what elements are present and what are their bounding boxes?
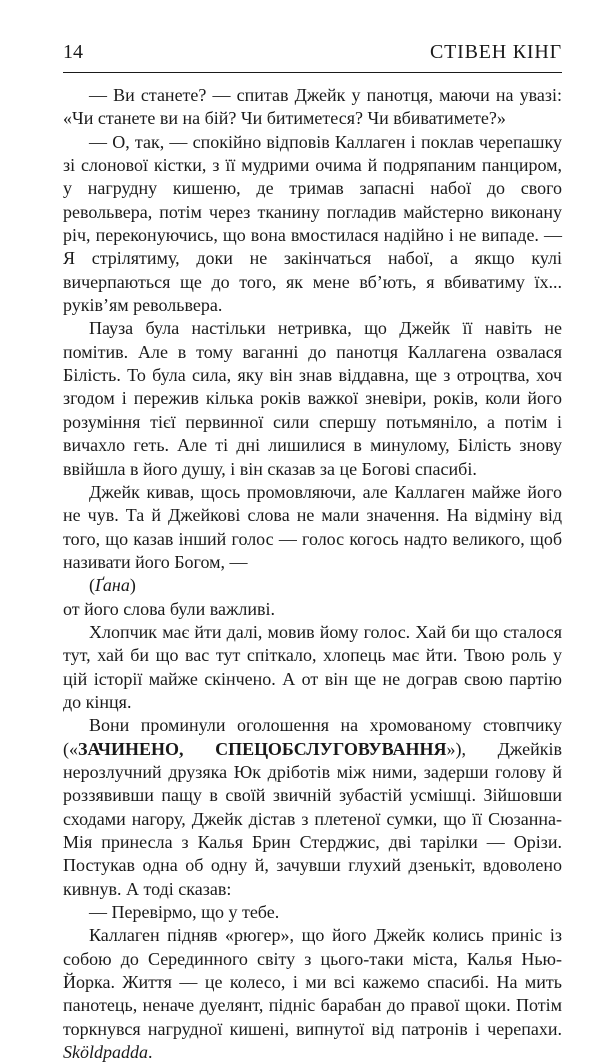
paragraph: [63, 714, 562, 901]
paragraph: [63, 901, 562, 924]
paragraph: [63, 924, 562, 1064]
paragraph-text: .: [148, 1042, 153, 1063]
paren-close: ): [129, 575, 136, 596]
paragraph-text: — О, так, — спокійно відповів Каллаген і поклав черепашку зі слонової кістки, з її мудрими очима й подряпаним панциром, у нагрудну кишеню, де тримав запасні набої до свого револьвера, потім через тканину погладив майстерно виконану річ, переконуючись, що вона вмостилася надійно і не випаде. — Я стрілятиму, доки не закінчаться набої, а якщо кулі вичерпаються ще до того, як мене вб’ють, я вбиватиму їх... руків’ям револьвера.: [63, 131, 562, 316]
paragraph-text: — Перевірмо, що у тебе.: [89, 902, 280, 923]
paragraph-text: Джейк кивав, щось промовляючи, але Каллаген майже його не чув. Та й Джейкові слова не мали значення. На відміну від того, що казав інший голос — голос когось надто великого, щоб називати його Богом, —: [63, 481, 562, 572]
paragraph: [63, 574, 562, 597]
paren-open: (: [89, 575, 95, 596]
paragraph-continuation: [63, 598, 562, 621]
paragraph: [63, 84, 562, 131]
paragraph-text: »), Джейків нерозлучний друзяка Юк дріботів між ними, задерши голову й роззявивши пащу в своїй звичній зубастій усмішці. Зійшовши сходами нагору, Джейк дістав з плетеної сумки, що її Сюзанна-Мія принесла з Калья Брин Стерджис, дві тарілки — Орізи. Постукав одна об одну й, зачувши глухий дзенькіт, вдоволено кивнув. А тоді сказав:: [63, 738, 562, 899]
text-column: [63, 84, 562, 1064]
paragraph-text: Хлопчик має йти далі, мовив йому голос. Хай би що сталося тут, хай би що вас тут спіткало, хлопець має йти. Твою роль у цій історії майже скінчено. А от він ще не дограв свою партію до кінця.: [63, 621, 562, 712]
italic-word: Sköldpadda: [63, 1042, 148, 1063]
paragraph-text: — Ви станете? — спитав Джейк у панотця, маючи на увазі: «Чи станете ви на бій? Чи битиметеся? Чи вбиватимете?»: [63, 85, 562, 129]
page-number: 14: [63, 41, 83, 63]
paragraph: [63, 481, 562, 574]
sign-text: ЗАЧИНЕНО, СПЕЦОБСЛУГОВУВАННЯ: [78, 738, 447, 759]
paragraph: [63, 131, 562, 318]
header-rule: [63, 72, 562, 73]
paragraph-text: Пауза була настільки нетривка, що Джейк її навіть не помітив. Але в тому ваганні до панотця Каллагена озвалася Білість. То була сила, яку він знав віддавна, ще з отроцтва, хоч згодом і пережив кілька років важкої зневіри, років, коли його розуміння тієї первинної сили спершу потьмяніло, а потім і вичахло геть. Але ті дні лишилися в минулому, Білість знову ввійшла в його душу, і він сказав за це Богові спасибі.: [63, 318, 562, 479]
paragraph-text: Каллаген підняв «рюгер», що його Джейк колись приніс із собою до Серединного світу з цього-таки міста, Калья Нью-Йорка. Життя — це колесо, і ми всі кажемо спасибі. На мить панотець, неначе дуелянт, підніс барабан до правої щоки. Потім торкнувся нагрудної кишені, випнутої від патронів і черепахи.: [63, 925, 562, 1039]
paragraph-text: Вони проминули оголошення на хромованому стовпчику («: [63, 715, 562, 759]
book-author: СТІВЕН КІНГ: [429, 41, 562, 63]
paragraph: [63, 621, 562, 714]
paragraph-text: от його слова були важливі.: [63, 598, 276, 619]
italic-name: Ґана: [95, 575, 130, 596]
paragraph: [63, 317, 562, 480]
